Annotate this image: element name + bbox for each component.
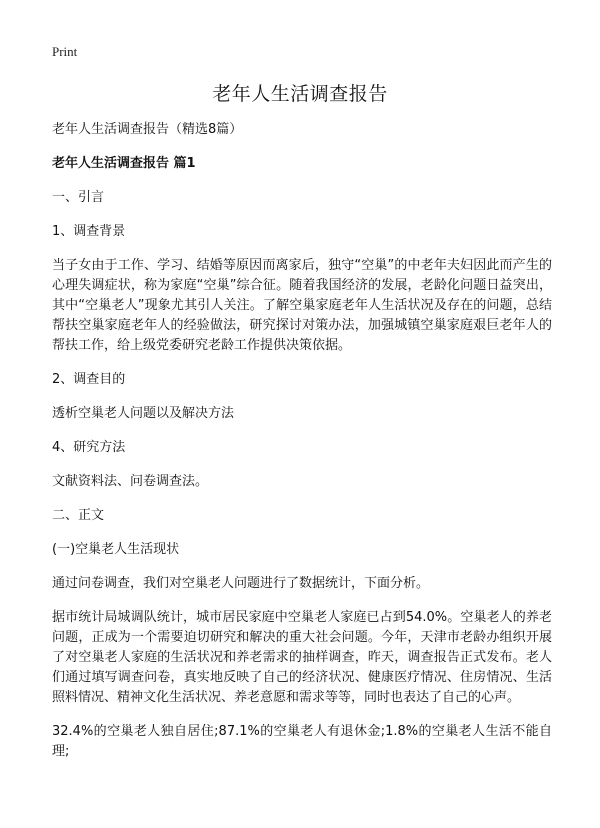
paragraph-background: 当子女由于工作、学习、结婚等原因而离家后，独守“空巢”的中老年夫妇因此而产生的心理失调症状，称为家庭“空巢”综合征。随着我国经济的发展，老龄化问题日益突出，其中“空巢老人”现象尤其引人关注。了解空巢家庭老年人生活状况及存在的问题，总结帮扶空巢家庭老年人的经验做法，研究探讨对策办法，加强城镇空巢家庭艰巨老年人的帮扶工作，给上级党委研究老龄工作提供决策依据。: [52, 258, 552, 353]
paragraph-purpose: 透析空巢老人问题以及解决方法: [52, 406, 235, 421]
section-heading-intro: 一、引言: [52, 190, 105, 205]
section-heading-status: (一)空巢老人生活现状: [52, 542, 180, 557]
article-heading: 老年人生活调查报告 篇1: [52, 156, 196, 171]
paragraph-percentages: 32.4%的空巢老人独自居住;87.1%的空巢老人有退休金;1.8%的空巢老人生活不能自理;: [52, 724, 552, 759]
paragraph-statistics: 据市统计局城调队统计，城市居民家庭中空巢老人家庭已占到54.0%。空巢老人的养老问题，正成为一个需要迫切研究和解决的重大社会问题。今年，天津市老龄办组织开展了对空巢老人家庭的生活状况和养老需求的抽样调查，昨天，调查报告正式发布。老人们通过填写调查问卷，真实地反映了自己的经济状况、健康医疗情况、住房情况、生活照料情况、精神文化生活状况、养老意愿和需求等等，同时也表达了自己的心声。: [52, 610, 552, 705]
print-link[interactable]: Print: [52, 44, 78, 59]
section-heading-purpose: 2、调查目的: [52, 372, 126, 387]
paragraph-method: 文献资料法、问卷调查法。: [52, 474, 209, 489]
section-heading-method: 4、研究方法: [52, 440, 126, 455]
document-subtitle: 老年人生活调查报告（精选8篇）: [52, 122, 243, 137]
section-heading-background: 1、调查背景: [52, 224, 126, 239]
paragraph-survey: 通过问卷调查，我们对空巢老人问题进行了数据统计，下面分析。: [52, 576, 430, 591]
section-heading-body: 二、正文: [52, 508, 105, 523]
document-title: 老年人生活调查报告: [212, 83, 388, 105]
document-body: [52, 120, 552, 776]
